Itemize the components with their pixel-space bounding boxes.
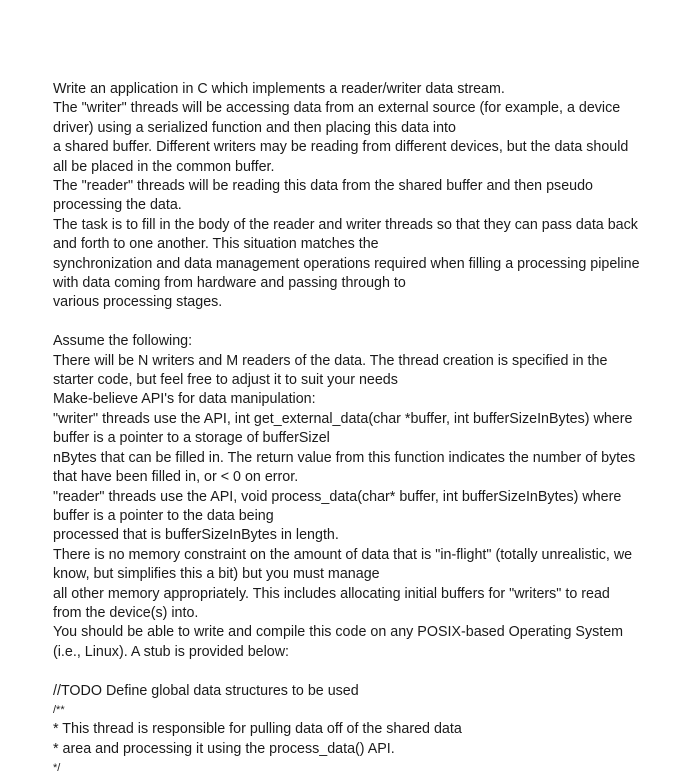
doc-comment-open: /** — [53, 703, 65, 716]
text-line: Make-believe API's for data manipulation: — [53, 391, 316, 408]
text-line: (i.e., Linux). A stub is provided below: — [53, 643, 290, 660]
doc-comment-line: * area and processing it using the process_data() API. — [53, 740, 395, 757]
paragraph-spacer — [53, 662, 693, 681]
text-line: and forth to one another. This situation matches the — [53, 236, 379, 253]
text-line: buffer is a pointer to a storage of bufferSizel — [53, 430, 330, 447]
text-line: know, but simplifies this a bit) but you must manage — [53, 566, 380, 583]
code-stub — [53, 682, 693, 779]
text-line: starter code, but feel free to adjust it to suit your needs — [53, 372, 398, 389]
text-line: "reader" threads use the API, void process_data(char* buffer, int bufferSizeInBytes) where — [53, 488, 622, 505]
text-line: Write an application in C which implements a reader/writer data stream. — [53, 81, 505, 97]
todo-comment: //TODO Define global data structures to be used — [53, 682, 359, 699]
text-line: There is no memory constraint on the amount of data that is "in-flight" (totally unrealistic, we — [53, 546, 633, 563]
text-line: You should be able to write and compile this code on any POSIX-based Operating System — [53, 624, 624, 641]
text-line: from the device(s) into. — [53, 604, 199, 621]
text-line: nBytes that can be filled in. The return value from this function indicates the number of bytes — [53, 449, 636, 466]
text-line: with data coming from hardware and passing through to — [53, 275, 406, 292]
paragraph-spacer — [53, 313, 693, 332]
text-line: driver) using a serialized function and then placing this data into — [53, 119, 456, 136]
text-line: various processing stages. — [53, 294, 223, 311]
text-line: There will be N writers and M readers of the data. The thread creation is specified in the — [53, 352, 608, 369]
text-line: The "writer" threads will be accessing data from an external source (for example, a device — [53, 100, 621, 117]
text-line: processing the data. — [53, 197, 182, 214]
text-line: buffer is a pointer to the data being — [53, 507, 274, 524]
text-line: Assume the following: — [53, 333, 193, 350]
text-line: all be placed in the common buffer. — [53, 158, 275, 175]
text-line: all other memory appropriately. This includes allocating initial buffers for "writers" to read — [53, 585, 610, 602]
text-line: synchronization and data management operations required when filling a processing pipeline — [53, 255, 640, 272]
text-line: "writer" threads use the API, int get_external_data(char *buffer, int bufferSizeInBytes) where — [53, 410, 633, 427]
text-line: The task is to fill in the body of the reader and writer threads so that they can pass data back — [53, 216, 638, 233]
text-line: a shared buffer. Different writers may be reading from different devices, but the data should — [53, 139, 629, 156]
assumptions-paragraph — [53, 332, 693, 662]
text-line: processed that is bufferSizeInBytes in length. — [53, 527, 339, 544]
intro-paragraph — [53, 80, 693, 313]
text-line: The "reader" threads will be reading this data from the shared buffer and then pseudo — [53, 178, 594, 195]
document-body — [53, 80, 693, 779]
text-line: that have been filled in, or < 0 on error. — [53, 469, 299, 486]
doc-comment-line: * This thread is responsible for pulling data off of the shared data — [53, 721, 462, 738]
doc-comment-close: */ — [53, 762, 61, 775]
